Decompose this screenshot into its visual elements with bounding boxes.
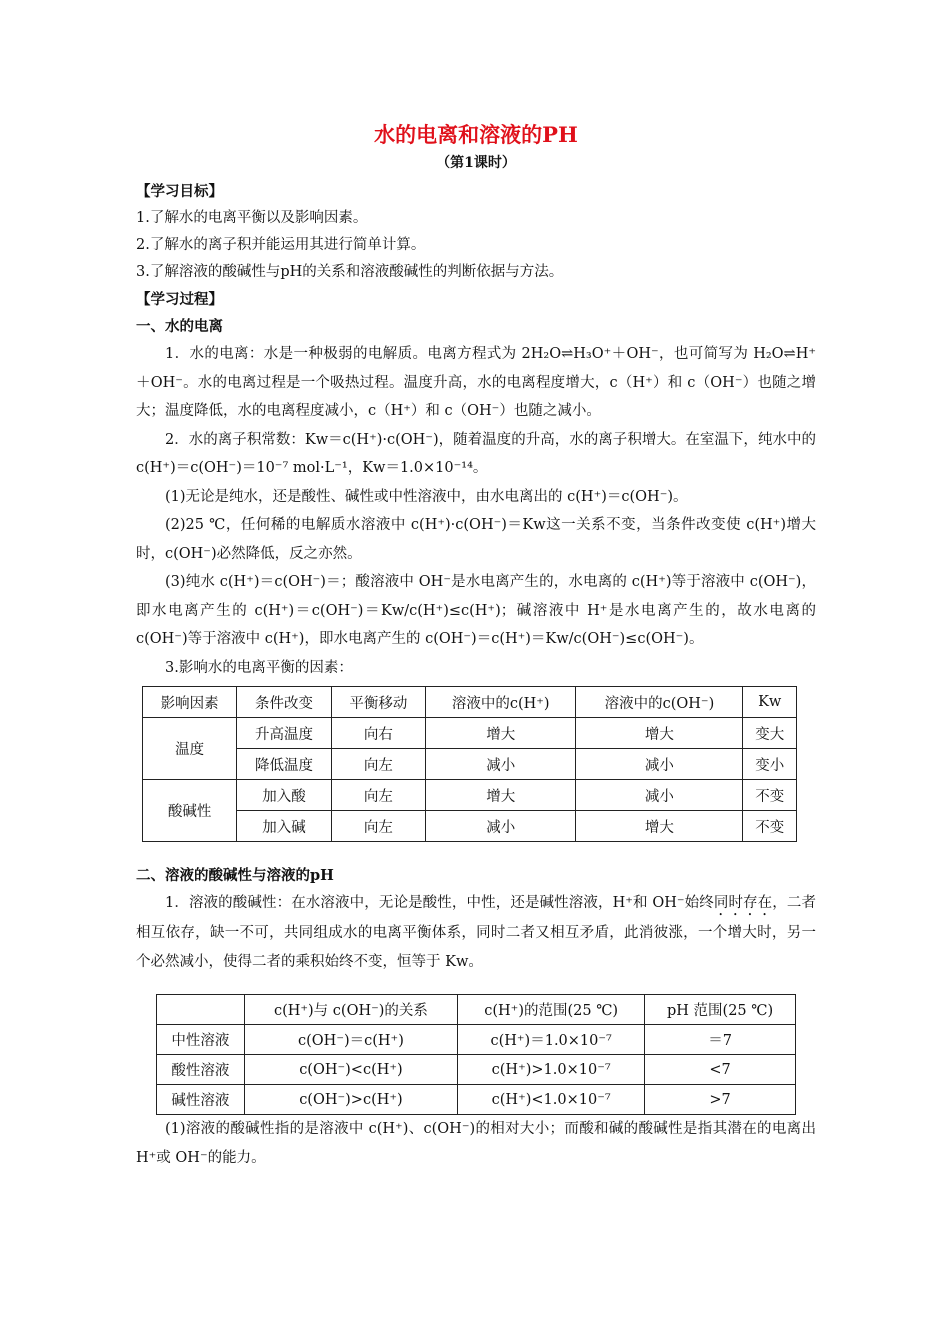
table-cell: 向右 — [331, 718, 425, 749]
table-row — [143, 811, 797, 842]
spacer — [136, 842, 816, 862]
paragraph-acidity-part-a: 1．溶液的酸碱性：在水溶液中，无论是酸性，中性，还是碱性溶液，H⁺和 OH⁻始终 — [165, 895, 714, 911]
table-header: 溶液中的c(OH⁻) — [576, 687, 743, 718]
table-header-row — [157, 995, 796, 1025]
paragraph-acidity-part-c: ，二者相互依存，缺一不可，共同组成水的电离平衡体系，同时二者又相互矛盾，此消彼涨，一个增大时，另一个必然减小，使得二者的乘积始终不变，恒等于 Kw。 — [136, 895, 816, 970]
paragraph-note-2: (2)25 ℃，任何稀的电解质水溶液中 c(H⁺)·c(OH⁻)＝Kw这一关系不变，当条件改变使 c(H⁺)增大时，c(OH⁻)必然降低，反之亦然。 — [136, 517, 816, 562]
objective-item: 1.了解水的电离平衡以及影响因素。 — [136, 210, 368, 226]
objective-item: 3.了解溶液的酸碱性与pH的关系和溶液酸碱性的判断依据与方法。 — [136, 264, 564, 280]
paragraph-note-3: (3)纯水 c(H⁺)＝c(OH⁻)＝；酸溶液中 OH⁻是水电离产生的，水电离的 c(H⁺)等于溶液中 c(OH⁻)，即水电离产生的 c(H⁺)＝c(OH⁻)＝Kw/c(H⁺)≤c(H⁺)；碱溶液中 H⁺是水电离产生的，故水电离的 c(OH⁻)等于溶液中 c(H⁺)，即水电离产生的 c(OH⁻)＝c(H⁺)＝Kw/c(OH⁻)≤c(OH⁻)。 — [136, 574, 816, 647]
table-cell: c(H⁺)＝1.0×10⁻⁷ — [458, 1025, 645, 1055]
table-header: c(H⁺)的范围(25 ℃) — [458, 995, 645, 1025]
table-cell: <7 — [645, 1055, 796, 1085]
table-cell: c(OH⁻)＝c(H⁺) — [244, 1025, 457, 1055]
table-cell: 向左 — [331, 749, 425, 780]
objective-item: 2.了解水的离子积并能运用其进行简单计算。 — [136, 237, 426, 253]
table-row — [143, 718, 797, 749]
table-cell: ＝7 — [645, 1025, 796, 1055]
section-heading-acidity-ph: 二、溶液的酸碱性与溶液的pH — [136, 867, 334, 884]
table-cell: 减小 — [576, 749, 743, 780]
table-row — [143, 749, 797, 780]
table-cell: 加入碱 — [237, 811, 331, 842]
table-cell: 增大 — [426, 718, 576, 749]
table-header: 影响因素 — [143, 687, 237, 718]
table-cell-factor: 酸碱性 — [143, 780, 237, 842]
table-row — [157, 1025, 796, 1055]
table-cell: 变大 — [743, 718, 797, 749]
table-cell: 增大 — [576, 718, 743, 749]
table-cell: 变小 — [743, 749, 797, 780]
table-cell: 酸性溶液 — [157, 1055, 245, 1085]
table-cell: 碱性溶液 — [157, 1085, 245, 1115]
table-cell: 不变 — [743, 811, 797, 842]
table-cell: c(OH⁻)<c(H⁺) — [244, 1055, 457, 1085]
paragraph-note-1: (1)无论是纯水，还是酸性、碱性或中性溶液中，由水电离出的 c(H⁺)＝c(OH⁻)。 — [165, 488, 688, 505]
table-cell: 向左 — [331, 811, 425, 842]
table-header: pH 范围(25 ℃) — [645, 995, 796, 1025]
table-cell: 升高温度 — [237, 718, 331, 749]
table-cell: 增大 — [576, 811, 743, 842]
paragraph-water-ionization: 1．水的电离：水是一种极弱的电解质。电离方程式为 2H₂O⇌H₃O⁺＋OH⁻，也可简写为 H₂O⇌H⁺＋OH⁻。水的电离过程是一个吸热过程。温度升高，水的电离程度增大，c（H⁺）和 c（OH⁻）也随之增大；温度降低，水的电离程度减小，c（H⁺）和 c（OH⁻）也随之减小。 — [136, 346, 816, 419]
factors-table — [142, 686, 797, 842]
paragraph-acidity-note: (1)溶液的酸碱性指的是溶液中 c(H⁺)、c(OH⁻)的相对大小；而酸和碱的酸碱性是指其潜在的电离出 H⁺或 OH⁻的能力。 — [136, 1121, 816, 1166]
acidity-table — [156, 994, 796, 1115]
table-cell: 加入酸 — [237, 780, 331, 811]
document-page — [136, 118, 816, 1172]
table-header: Kw — [743, 687, 797, 718]
table-row — [143, 780, 797, 811]
table-cell: c(H⁺)>1.0×10⁻⁷ — [458, 1055, 645, 1085]
table-header-row — [143, 687, 797, 718]
table-cell: 向左 — [331, 780, 425, 811]
document-title: 水的电离和溶液的PH — [374, 122, 578, 147]
paragraph-ion-product: 2．水的离子积常数：Kw＝c(H⁺)·c(OH⁻)，随着温度的升高，水的离子积增大。在室温下，纯水中的 c(H⁺)＝c(OH⁻)＝10⁻⁷ mol·L⁻¹，Kw＝1.0×10⁻¹⁴。 — [136, 431, 816, 476]
table-cell: 减小 — [426, 749, 576, 780]
table-header: 条件改变 — [237, 687, 331, 718]
table-cell: >7 — [645, 1085, 796, 1115]
table-header: c(H⁺)与 c(OH⁻)的关系 — [244, 995, 457, 1025]
table-header: 平衡移动 — [331, 687, 425, 718]
table-cell: c(OH⁻)>c(H⁺) — [244, 1085, 457, 1115]
emphasis-text: 同时存在 — [713, 895, 773, 911]
table-cell: 降低温度 — [237, 749, 331, 780]
table-cell: 不变 — [743, 780, 797, 811]
table-cell-factor: 温度 — [143, 718, 237, 780]
table-cell: 中性溶液 — [157, 1025, 245, 1055]
table-header: 溶液中的c(H⁺) — [426, 687, 576, 718]
objectives-label: 【学习目标】 — [136, 183, 223, 200]
paragraph-acidity — [136, 889, 816, 976]
table-cell: 增大 — [426, 780, 576, 811]
table-cell: 减小 — [426, 811, 576, 842]
table-cell: c(H⁺)<1.0×10⁻⁷ — [458, 1085, 645, 1115]
table-row — [157, 1055, 796, 1085]
process-label: 【学习过程】 — [136, 291, 223, 308]
table-cell: 减小 — [576, 780, 743, 811]
table-header — [157, 995, 245, 1025]
paragraph-factors-intro: 3.影响水的电离平衡的因素： — [165, 659, 353, 676]
table-row — [157, 1085, 796, 1115]
section-heading-water-ionization: 一、水的电离 — [136, 318, 223, 335]
lesson-number: （第1课时） — [436, 155, 516, 171]
